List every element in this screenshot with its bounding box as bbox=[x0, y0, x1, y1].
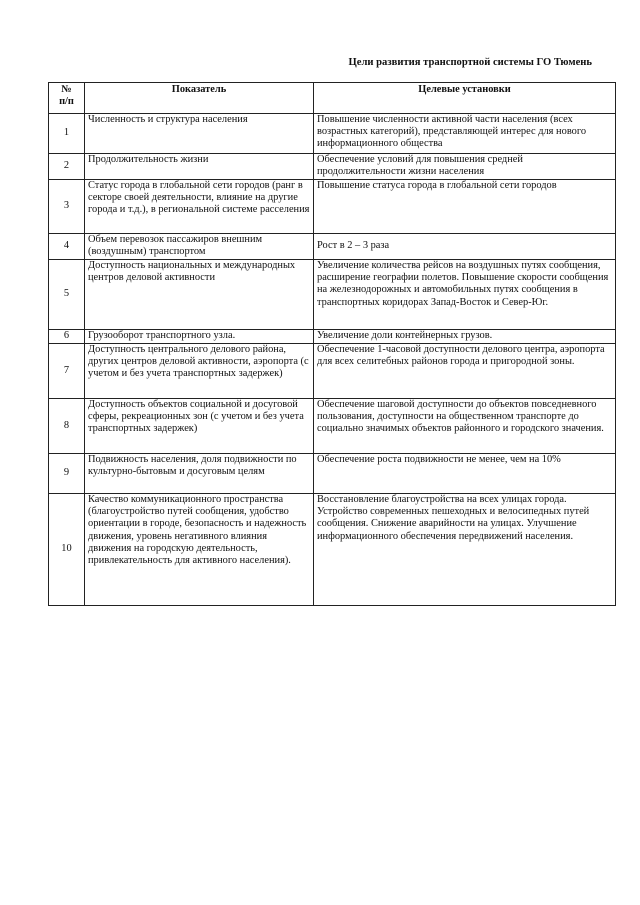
row-goal: Увеличение доли контейнерных грузов. bbox=[314, 330, 616, 344]
row-indicator: Подвижность населения, доля подвижности по культурно-бытовым и досуговым целям bbox=[85, 454, 314, 494]
row-goal: Обеспечение условий для повышения средней продолжительности жизни населения bbox=[314, 154, 616, 180]
row-number: 9 bbox=[49, 454, 85, 494]
table-header-row bbox=[49, 83, 616, 114]
header-goal: Целевые установки bbox=[314, 83, 616, 114]
row-goal: Обеспечение роста подвижности не менее, чем на 10% bbox=[314, 454, 616, 494]
table-row bbox=[49, 154, 616, 180]
row-number: 6 bbox=[49, 330, 85, 344]
row-goal: Обеспечение шаговой доступности до объектов повседневного пользования, доступности на общественном транспорте до социально значимых объектов районного и городского значения. bbox=[314, 399, 616, 454]
row-indicator: Доступность объектов социальной и досуговой сферы, рекреационных зон (с учетом и без учета транспортных задержек) bbox=[85, 399, 314, 454]
table-row bbox=[49, 494, 616, 606]
table-row bbox=[49, 344, 616, 399]
row-indicator: Грузооборот транспортного узла. bbox=[85, 330, 314, 344]
row-number: 5 bbox=[49, 260, 85, 330]
row-goal: Восстановление благоустройства на всех улицах города. Устройство современных пешеходных и велосипедных путей сообщения. Снижение аварийности на улицах. Улучшение информационного обеспечения передвижений населения. bbox=[314, 494, 616, 606]
row-goal: Повышение статуса города в глобальной сети городов bbox=[314, 180, 616, 234]
row-number: 4 bbox=[49, 234, 85, 260]
row-indicator: Статус города в глобальной сети городов (ранг в секторе своей деятельности, влияние на другие города и т.д.), в региональной системе расселения bbox=[85, 180, 314, 234]
table-row bbox=[49, 114, 616, 154]
row-goal: Рост в 2 – 3 раза bbox=[314, 234, 616, 260]
goals-table bbox=[48, 82, 616, 606]
table-row bbox=[49, 260, 616, 330]
row-number: 8 bbox=[49, 399, 85, 454]
row-indicator: Доступность центрального делового района, других центров деловой активности, аэропорта (с учетом и без учета транспортных задержек) bbox=[85, 344, 314, 399]
row-goal: Повышение численности активной части населения (всех возрастных категорий), представляющей интерес для нового информационного общества bbox=[314, 114, 616, 154]
row-goal: Увеличение количества рейсов на воздушных путях сообщения, расширение географии полетов. Повышение скорости сообщения на железнодорожных и автомобильных путях сообщения в транспортных коридорах Запад-Восток и Север-Юг. bbox=[314, 260, 616, 330]
row-indicator: Качество коммуникационного пространства (благоустройство путей сообщения, удобство ориентации в городе, безопасность и надежность движения, уровень негативного влияния движения на городскую деятельность, привлекательность для активного населения). bbox=[85, 494, 314, 606]
row-number: 1 bbox=[49, 114, 85, 154]
row-number: 2 bbox=[49, 154, 85, 180]
row-number: 3 bbox=[49, 180, 85, 234]
document-title: Цели развития транспортной системы ГО Тюмень bbox=[348, 57, 592, 68]
row-number: 7 bbox=[49, 344, 85, 399]
row-indicator: Объем перевозок пассажиров внешним (воздушным) транспортом bbox=[85, 234, 314, 260]
row-indicator: Доступность национальных и международных центров деловой активности bbox=[85, 260, 314, 330]
header-indicator: Показатель bbox=[85, 83, 314, 114]
table-row bbox=[49, 454, 616, 494]
row-indicator: Продолжительность жизни bbox=[85, 154, 314, 180]
table-row bbox=[49, 234, 616, 260]
row-goal: Обеспечение 1-часовой доступности делового центра, аэропорта для всех селитебных районов города и пригородной зоны. bbox=[314, 344, 616, 399]
table-row bbox=[49, 180, 616, 234]
row-number: 10 bbox=[49, 494, 85, 606]
header-num: № п/п bbox=[49, 83, 85, 114]
table-row bbox=[49, 330, 616, 344]
row-indicator: Численность и структура населения bbox=[85, 114, 314, 154]
table-row bbox=[49, 399, 616, 454]
